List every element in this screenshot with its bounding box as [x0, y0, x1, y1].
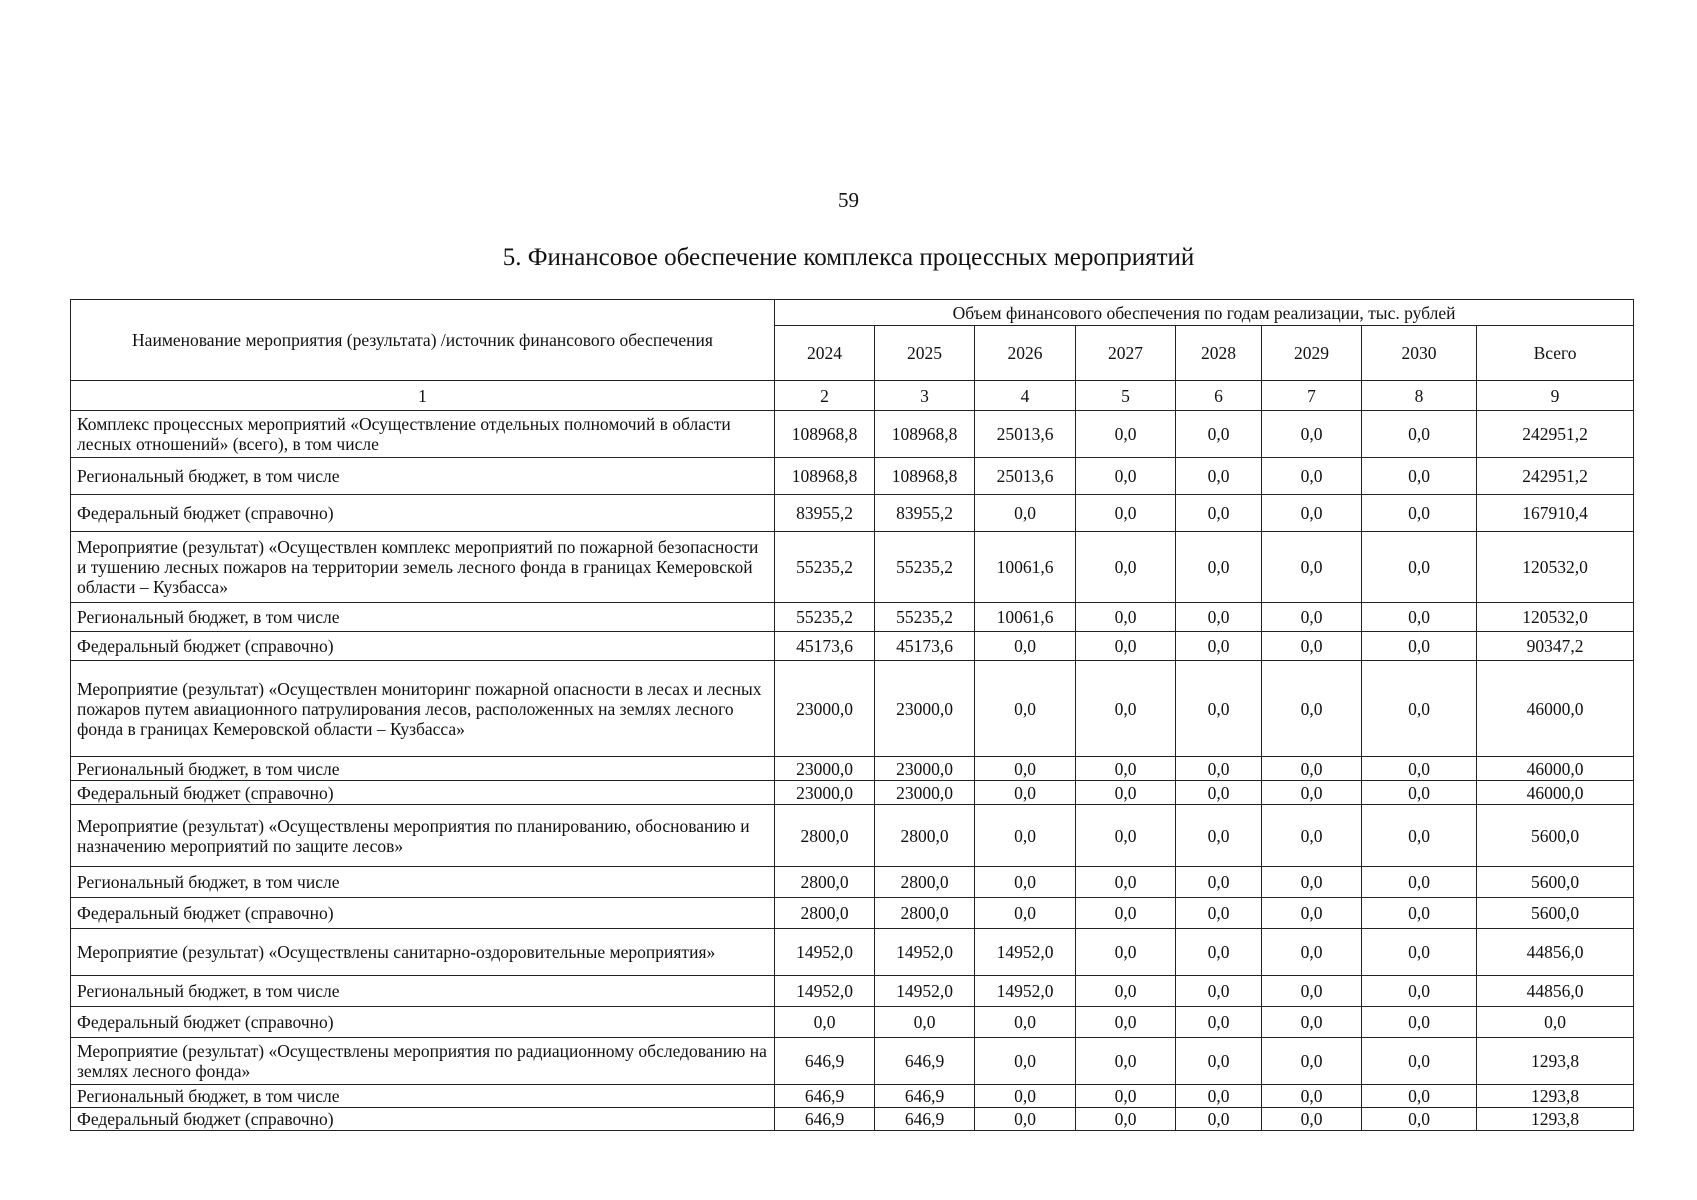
row-value-cell: 0,0	[1262, 632, 1362, 661]
row-total-cell: 44856,0	[1477, 976, 1634, 1007]
row-total-cell: 167910,4	[1477, 495, 1634, 532]
table-row	[71, 495, 1634, 532]
year-header: 2030	[1362, 326, 1477, 381]
row-value-cell: 14952,0	[875, 976, 975, 1007]
row-value-cell: 0,0	[1176, 1108, 1262, 1131]
row-value-cell: 0,0	[1362, 495, 1477, 532]
row-value-cell: 0,0	[1362, 929, 1477, 976]
table-row	[71, 1038, 1634, 1085]
row-total-cell: 242951,2	[1477, 411, 1634, 458]
row-value-cell: 23000,0	[775, 757, 875, 781]
table-row	[71, 458, 1634, 495]
row-value-cell: 23000,0	[775, 661, 875, 757]
row-value-cell: 2800,0	[775, 898, 875, 929]
row-value-cell: 0,0	[1176, 805, 1262, 867]
row-value-cell: 45173,6	[875, 632, 975, 661]
row-name-cell: Мероприятие (результат) «Осуществлены мероприятия по планированию, обоснованию и назначению мероприятий по защите лесов»	[71, 805, 775, 867]
row-value-cell: 0,0	[1262, 929, 1362, 976]
row-name-cell: Мероприятие (результат) «Осуществлен комплекс мероприятий по пожарной безопасности и тушению лесных пожаров на территории земель лесного фонда в границах Кемеровской области – Кузбасса»	[71, 532, 775, 603]
row-value-cell: 0,0	[1362, 1038, 1477, 1085]
row-value-cell: 0,0	[1176, 1038, 1262, 1085]
row-value-cell: 0,0	[1076, 867, 1176, 898]
table-row	[71, 898, 1634, 929]
row-value-cell: 108968,8	[775, 458, 875, 495]
row-value-cell: 0,0	[1076, 805, 1176, 867]
row-value-cell: 108968,8	[875, 458, 975, 495]
row-value-cell: 0,0	[1176, 632, 1262, 661]
row-value-cell: 14952,0	[775, 976, 875, 1007]
row-value-cell: 0,0	[1362, 661, 1477, 757]
row-value-cell: 0,0	[875, 1007, 975, 1038]
column-number: 4	[975, 381, 1076, 411]
row-value-cell: 0,0	[1362, 1108, 1477, 1131]
row-value-cell: 0,0	[1176, 603, 1262, 632]
row-value-cell: 0,0	[1362, 532, 1477, 603]
row-name-cell: Мероприятие (результат) «Осуществлен мониторинг пожарной опасности в лесах и лесных пожаров путем авиационного патрулирования лесов, расположенных на землях лесного фонда в границах Кемеровской области – Кузбасса»	[71, 661, 775, 757]
row-value-cell: 2800,0	[775, 867, 875, 898]
table-row	[71, 929, 1634, 976]
column-number: 1	[71, 381, 775, 411]
row-total-cell: 46000,0	[1477, 661, 1634, 757]
row-value-cell: 0,0	[1262, 1038, 1362, 1085]
table-row	[71, 632, 1634, 661]
row-value-cell: 0,0	[1262, 1108, 1362, 1131]
row-value-cell: 0,0	[1076, 411, 1176, 458]
row-total-cell: 46000,0	[1477, 781, 1634, 805]
table-row	[71, 805, 1634, 867]
row-value-cell: 0,0	[1262, 411, 1362, 458]
year-header: 2029	[1262, 326, 1362, 381]
row-name-cell: Региональный бюджет, в том числе	[71, 603, 775, 632]
row-value-cell: 0,0	[1176, 929, 1262, 976]
row-value-cell: 0,0	[1262, 867, 1362, 898]
row-name-cell: Региональный бюджет, в том числе	[71, 757, 775, 781]
page-number: 59	[838, 188, 859, 212]
row-value-cell: 0,0	[1076, 1085, 1176, 1108]
row-value-cell: 0,0	[1262, 532, 1362, 603]
row-value-cell: 0,0	[1076, 898, 1176, 929]
row-name-cell: Региональный бюджет, в том числе	[71, 976, 775, 1007]
row-value-cell: 0,0	[1176, 532, 1262, 603]
row-value-cell: 23000,0	[875, 661, 975, 757]
table-row	[71, 1007, 1634, 1038]
row-value-cell: 0,0	[1076, 1038, 1176, 1085]
row-value-cell: 14952,0	[975, 929, 1076, 976]
row-value-cell: 0,0	[975, 867, 1076, 898]
row-value-cell: 0,0	[1076, 532, 1176, 603]
row-value-cell: 23000,0	[775, 781, 875, 805]
row-name-cell: Региональный бюджет, в том числе	[71, 458, 775, 495]
row-value-cell: 0,0	[975, 1007, 1076, 1038]
row-value-cell: 0,0	[1076, 976, 1176, 1007]
table-row	[71, 411, 1634, 458]
row-total-cell: 46000,0	[1477, 757, 1634, 781]
row-name-cell: Региональный бюджет, в том числе	[71, 1085, 775, 1108]
row-value-cell: 0,0	[975, 1038, 1076, 1085]
row-name-cell: Федеральный бюджет (справочно)	[71, 781, 775, 805]
column-number: 8	[1362, 381, 1477, 411]
row-value-cell: 0,0	[1262, 458, 1362, 495]
year-header: 2027	[1076, 326, 1176, 381]
year-header: 2024	[775, 326, 875, 381]
row-total-cell: 5600,0	[1477, 867, 1634, 898]
column-number: 9	[1477, 381, 1634, 411]
header-group-cell: Объем финансового обеспечения по годам реализации, тыс. рублей	[775, 300, 1634, 326]
row-name-cell: Федеральный бюджет (справочно)	[71, 632, 775, 661]
row-value-cell: 0,0	[1362, 976, 1477, 1007]
row-value-cell: 23000,0	[875, 781, 975, 805]
row-value-cell: 0,0	[1262, 976, 1362, 1007]
page-title: 5. Финансовое обеспечение комплекса процессных мероприятий	[502, 244, 1195, 271]
row-value-cell: 0,0	[1176, 661, 1262, 757]
row-total-cell: 242951,2	[1477, 458, 1634, 495]
row-value-cell: 2800,0	[775, 805, 875, 867]
row-value-cell: 0,0	[1076, 603, 1176, 632]
row-value-cell: 0,0	[1262, 757, 1362, 781]
row-value-cell: 0,0	[1176, 1007, 1262, 1038]
year-header: 2025	[875, 326, 975, 381]
row-value-cell: 10061,6	[975, 603, 1076, 632]
column-number: 6	[1176, 381, 1262, 411]
row-value-cell: 25013,6	[975, 411, 1076, 458]
header-row-group	[71, 300, 1634, 326]
table-row	[71, 661, 1634, 757]
table-row	[71, 1108, 1634, 1131]
row-value-cell: 0,0	[975, 1085, 1076, 1108]
row-name-cell: Федеральный бюджет (справочно)	[71, 1108, 775, 1131]
row-total-cell: 1293,8	[1477, 1038, 1634, 1085]
row-value-cell: 0,0	[1262, 1007, 1362, 1038]
table-row	[71, 976, 1634, 1007]
row-value-cell: 0,0	[1076, 781, 1176, 805]
row-value-cell: 0,0	[1076, 632, 1176, 661]
row-value-cell: 0,0	[1176, 1085, 1262, 1108]
row-total-cell: 5600,0	[1477, 898, 1634, 929]
header-name-cell: Наименование мероприятия (результата) /источник финансового обеспечения	[71, 300, 775, 381]
row-value-cell: 0,0	[1262, 805, 1362, 867]
row-value-cell: 646,9	[775, 1108, 875, 1131]
row-total-cell: 0,0	[1477, 1007, 1634, 1038]
row-value-cell: 0,0	[1176, 898, 1262, 929]
row-value-cell: 646,9	[875, 1085, 975, 1108]
column-number: 3	[875, 381, 975, 411]
row-value-cell: 14952,0	[875, 929, 975, 976]
row-value-cell: 0,0	[1076, 1007, 1176, 1038]
row-value-cell: 108968,8	[875, 411, 975, 458]
row-value-cell: 0,0	[1262, 603, 1362, 632]
row-value-cell: 0,0	[1076, 458, 1176, 495]
row-value-cell: 0,0	[1176, 757, 1262, 781]
row-value-cell: 55235,2	[875, 532, 975, 603]
column-number: 2	[775, 381, 875, 411]
row-value-cell: 2800,0	[875, 898, 975, 929]
row-name-cell: Федеральный бюджет (справочно)	[71, 495, 775, 532]
row-value-cell: 14952,0	[975, 976, 1076, 1007]
row-value-cell: 0,0	[1262, 661, 1362, 757]
row-total-cell: 44856,0	[1477, 929, 1634, 976]
table-row	[71, 532, 1634, 603]
row-value-cell: 0,0	[975, 661, 1076, 757]
row-value-cell: 0,0	[1176, 495, 1262, 532]
row-value-cell: 14952,0	[775, 929, 875, 976]
row-value-cell: 646,9	[775, 1038, 875, 1085]
row-value-cell: 0,0	[975, 632, 1076, 661]
row-name-cell: Региональный бюджет, в том числе	[71, 867, 775, 898]
row-value-cell: 0,0	[1076, 661, 1176, 757]
row-value-cell: 0,0	[975, 781, 1076, 805]
row-value-cell: 0,0	[1262, 781, 1362, 805]
table-row	[71, 1085, 1634, 1108]
row-value-cell: 83955,2	[775, 495, 875, 532]
row-value-cell: 0,0	[1176, 781, 1262, 805]
row-value-cell: 55235,2	[775, 603, 875, 632]
column-number: 5	[1076, 381, 1176, 411]
row-value-cell: 108968,8	[775, 411, 875, 458]
row-value-cell: 0,0	[1076, 929, 1176, 976]
row-value-cell: 55235,2	[775, 532, 875, 603]
row-total-cell: 5600,0	[1477, 805, 1634, 867]
year-header: 2028	[1176, 326, 1262, 381]
row-value-cell: 0,0	[1362, 781, 1477, 805]
row-value-cell: 45173,6	[775, 632, 875, 661]
row-total-cell: 90347,2	[1477, 632, 1634, 661]
row-value-cell: 0,0	[1176, 976, 1262, 1007]
row-value-cell: 0,0	[1362, 603, 1477, 632]
row-value-cell: 2800,0	[875, 805, 975, 867]
row-value-cell: 10061,6	[975, 532, 1076, 603]
row-value-cell: 0,0	[1362, 1007, 1477, 1038]
row-value-cell: 646,9	[875, 1108, 975, 1131]
row-value-cell: 83955,2	[875, 495, 975, 532]
table-row	[71, 781, 1634, 805]
row-value-cell: 0,0	[1176, 411, 1262, 458]
row-value-cell: 23000,0	[875, 757, 975, 781]
row-total-cell: 120532,0	[1477, 603, 1634, 632]
row-name-cell: Федеральный бюджет (справочно)	[71, 1007, 775, 1038]
row-total-cell: 120532,0	[1477, 532, 1634, 603]
row-value-cell: 0,0	[1262, 495, 1362, 532]
table-row	[71, 757, 1634, 781]
row-value-cell: 0,0	[1362, 898, 1477, 929]
row-value-cell: 0,0	[1262, 898, 1362, 929]
table-row	[71, 603, 1634, 632]
year-header: 2026	[975, 326, 1076, 381]
row-value-cell: 0,0	[775, 1007, 875, 1038]
row-value-cell: 0,0	[1176, 867, 1262, 898]
row-name-cell: Комплекс процессных мероприятий «Осуществление отдельных полномочий в области лесных отношений» (всего), в том числе	[71, 411, 775, 458]
row-value-cell: 0,0	[1362, 805, 1477, 867]
row-value-cell: 0,0	[1176, 458, 1262, 495]
row-value-cell: 0,0	[1362, 458, 1477, 495]
row-name-cell: Мероприятие (результат) «Осуществлены санитарно-оздоровительные мероприятия»	[71, 929, 775, 976]
row-value-cell: 0,0	[1362, 867, 1477, 898]
row-total-cell: 1293,8	[1477, 1108, 1634, 1131]
row-value-cell: 2800,0	[875, 867, 975, 898]
row-value-cell: 0,0	[975, 757, 1076, 781]
row-value-cell: 0,0	[975, 1108, 1076, 1131]
row-name-cell: Федеральный бюджет (справочно)	[71, 898, 775, 929]
row-total-cell: 1293,8	[1477, 1085, 1634, 1108]
row-value-cell: 0,0	[1362, 1085, 1477, 1108]
row-value-cell: 0,0	[975, 495, 1076, 532]
total-header: Всего	[1477, 326, 1634, 381]
row-name-cell: Мероприятие (результат) «Осуществлены мероприятия по радиационному обследованию на землях лесного фонда»	[71, 1038, 775, 1085]
column-number-row	[71, 381, 1634, 411]
row-value-cell: 646,9	[875, 1038, 975, 1085]
row-value-cell: 0,0	[975, 805, 1076, 867]
row-value-cell: 0,0	[975, 898, 1076, 929]
row-value-cell: 55235,2	[875, 603, 975, 632]
row-value-cell: 0,0	[1362, 757, 1477, 781]
table-row	[71, 867, 1634, 898]
financing-table	[70, 299, 1634, 1131]
row-value-cell: 0,0	[1076, 495, 1176, 532]
row-value-cell: 0,0	[1076, 1108, 1176, 1131]
row-value-cell: 646,9	[775, 1085, 875, 1108]
row-value-cell: 0,0	[1076, 757, 1176, 781]
row-value-cell: 0,0	[1362, 632, 1477, 661]
row-value-cell: 0,0	[1362, 411, 1477, 458]
row-value-cell: 0,0	[1262, 1085, 1362, 1108]
row-value-cell: 25013,6	[975, 458, 1076, 495]
column-number: 7	[1262, 381, 1362, 411]
